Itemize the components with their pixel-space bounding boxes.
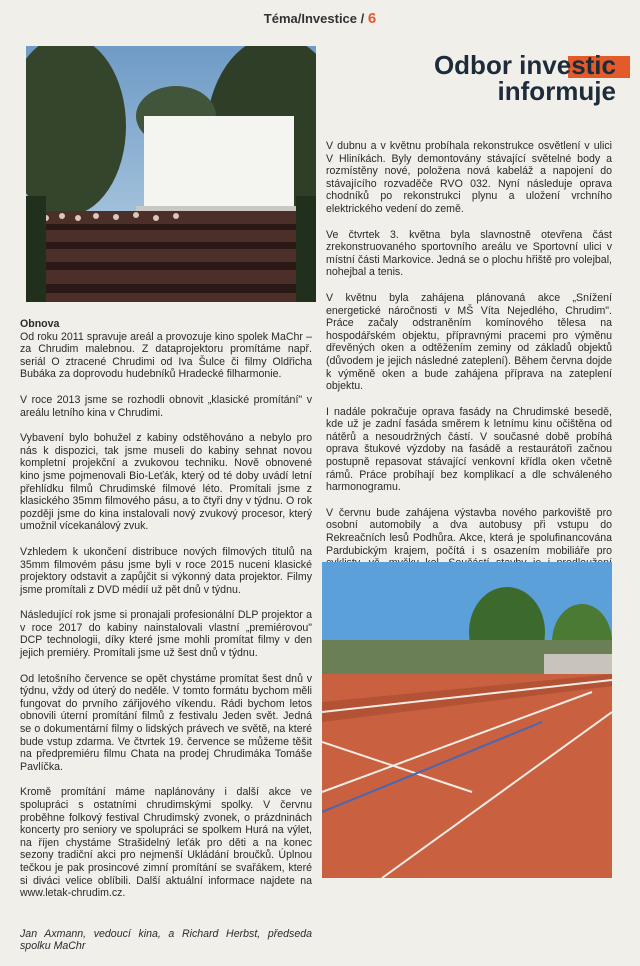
cinema-photo <box>26 46 316 302</box>
right-paragraph: Ve čtvrtek 3. května byla slavnostně otevřena část zrekonstruovaného sportovního areálu ve Sportovní ulici v místní části Markovice. Jedná se o plochu hřiště pro volejbal, nohejbal a tenis. <box>326 228 612 279</box>
right-paragraph: V květnu byla zahájena plánovaná akce „Snížení energetické náročnosti v MŠ Víta Nejedlého, Chrudim". Práce začaly odstraněním komínového tělesa na hospodářském objektu, přípravnými pracemi pro výměnu dřevěných oken a odtěžením zeminy od základů objektů (důvodem je jejich následné zateplení). Během června dojde k výměně oken a bude zahájena příprava na zateplení objektu. <box>326 291 612 393</box>
right-paragraph: V červnu bude zahájena výstavba nového parkoviště pro osobní automobily a dva autobusy při vstupu do Rekreačních lesů Podhůra. Akce, která je spolufinancována Pardubickým krajem, počítá i s osazením mobiliáře pro <box>326 506 612 557</box>
left-paragraph: V roce 2013 jsme se rozhodli obnovit „klasické promítání" v areálu letního kina v Chrudimi. <box>20 393 312 419</box>
sports-court-photo <box>322 562 612 878</box>
left-paragraph: Vzhledem k ukončení distribuce nových filmových titulů na 35mm filmovém pásu jsme byli v roce 2015 nuceni klasické projektory odstavit a zapůjčit si výkonný data projektor. Filmy jsme promítali z DVD médií už pět dnů v týdnu. <box>20 545 312 596</box>
right-paragraph: V dubnu a v květnu probíhala rekonstrukce osvětlení v ulici V Hliníkách. Byly demontovány stávající světelné body a rozmístěny nové, položena nová kabeláž a napojení do stávajícího rozvaděče RVO 032. Nyní následuje oprava chodníků po rekonstrukci plynu a uložení vrchního elektrického vedení do země. <box>326 140 612 215</box>
page-number: 6 <box>367 10 377 27</box>
right-paragraph: I nadále pokračuje oprava fasády na Chrudimské besedě, kde už je zadní fasáda směrem k letnímu kinu očištěna od nátěrů a nesoudržných částí. V současné době probíhá oprava štukové výzdoby na fasádě a restaurátoři začnou postupně repasovat stávající venkovní křídla oken včetně rámů. Práce probíhají bez komplikací a dle schváleného harmonogramu. <box>326 405 612 494</box>
header-separator: / <box>357 11 368 26</box>
left-paragraph: Od letošního července se opět chystáme promítat šest dnů v týdnu, vždy od úterý do neděle. V tomto formátu bychom měli fungovat do prvního zářijového víkendu. Rádi bychom letos obnovili úterní promítání filmů z festivalu Jeden svět. Jedná se o dokumentární filmy o lidských právech ve světě, na které bude vstup zdarma. Ve čtvrtek 19. července se můžeme těšit na předpremiéru filmu Chata na prodej Chrudimáka Tomáše Pavlíčka. <box>20 672 312 773</box>
left-subtitle: Obnova <box>20 318 60 330</box>
title-line-1: Odbor investic <box>433 50 616 80</box>
page-header <box>0 10 640 27</box>
article-title <box>420 52 616 104</box>
left-signature: Jan Axmann, vedoucí kina, a Richard Herbst, předseda spolku MaChr <box>20 927 312 953</box>
left-paragraph: Následující rok jsme si pronajali profesionální DLP projektor a v roce 2017 do kabiny nainstalovali vlastní „premiérovou" DCP technologii, díky které jsme mohli promítat filmy v den jejich premiéry. Promítali jsme už šest dnů v týdnu. <box>20 609 312 660</box>
left-paragraph: Od roku 2011 spravuje areál a provozuje kino spolek MaChr – za Chrudim malebnou. Z dataprojektoru promítáme např. seriál O ztracené Chrudimi od Iva Šulce či filmy Oldřicha Bubáka za doprovodu hudebníků Hradecké filharmonie. <box>20 330 312 381</box>
left-article <box>20 318 312 966</box>
title-line-2: informuje <box>497 76 616 106</box>
left-paragraph: Kromě promítání máme naplánovány i další akce ve spolupráci s ostatními chrudimskými spolky. V červnu proběhne folkový festival Chrudimský zvonek, o prázdninách koncerty pro seniory ve spolupráci se spolkem Hurá na výlet, na říjen chystáme Strašidelný leťák pro děti a na konec sezony tradiční akci pro nejmenší Ukládání broučků. Úplnou tečkou je pak prosincové zimní promítání se svařákem, které si diváci velice oblíbili. Další aktuální informace najdete na www.letak-chrudim.cz. <box>20 786 312 900</box>
section-label: Téma/Investice <box>263 11 358 26</box>
left-paragraph: Vybavení bylo bohužel z kabiny odstěhováno a nebylo pro nás k dispozici, tak jsme museli do kabiny sehnat novou kompletní projekční a zvukovou techniku. Nově obnovené kino jsme pojmenovali Bio-Leťák, který od té doby uvádí letní přehlídku filmů Chrudimské filmové léto. Promítali jsme z klasického 35mm filmového pásu, a to čtyři dny v týdnu. O rok později jsme do kina instalovali nový zvukový procesor, který umožnil vícekanálový zvuk. <box>20 432 312 533</box>
